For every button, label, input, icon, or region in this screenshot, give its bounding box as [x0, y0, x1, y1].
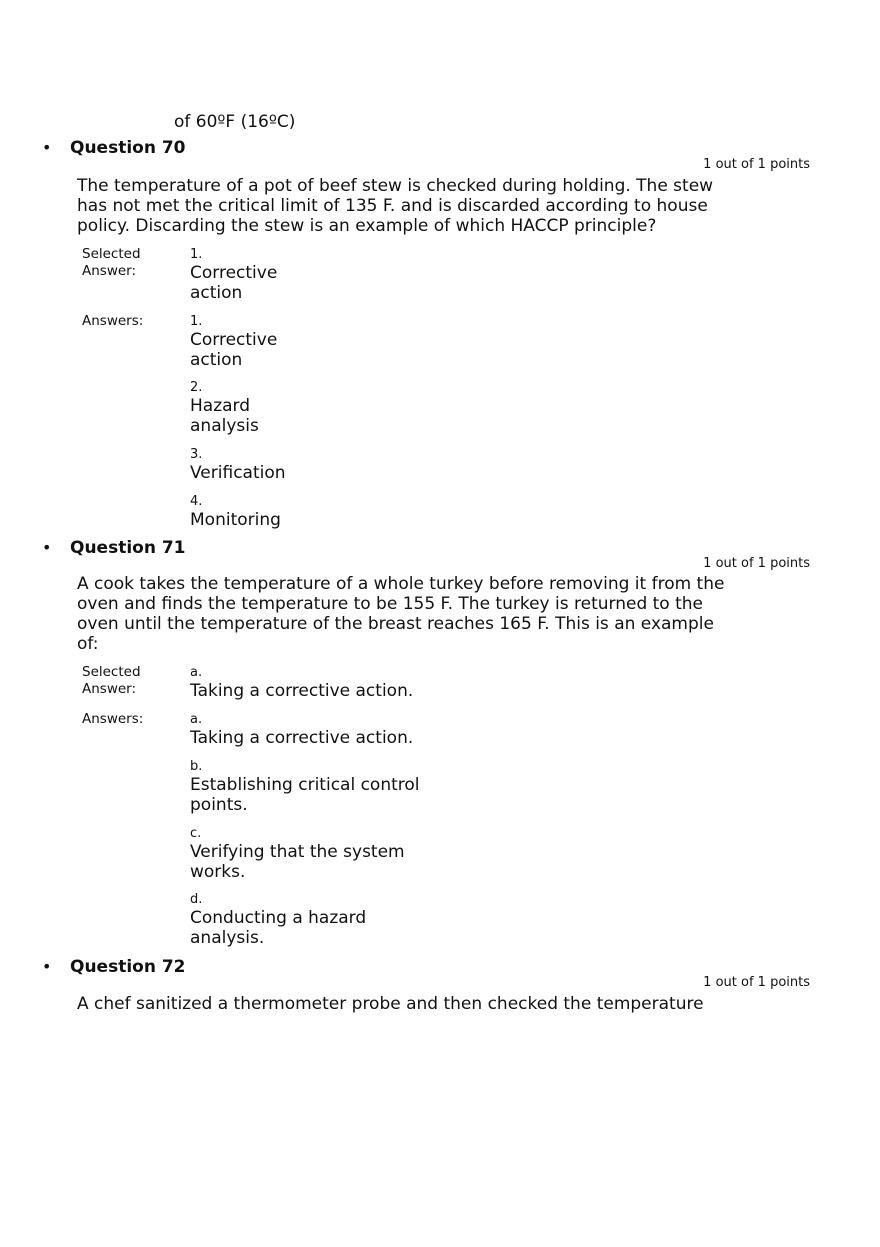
question-title: Question 72 — [70, 957, 186, 977]
answers-label: Answers: — [82, 313, 144, 329]
question-title: Question 71 — [70, 538, 186, 558]
answer-marker: 1. — [190, 314, 203, 329]
answer-option: Hazard analysis — [190, 396, 259, 436]
continued-answer-text: of 60ºF (16ºC) — [174, 112, 296, 132]
question-text: A cook takes the temperature of a whole turkey before removing it from the oven and finds the temperature to be 155 F. The turkey is returned to the oven until the temperature of the breast reaches 165 F. This is an example of: — [77, 574, 725, 654]
answer-marker: 3. — [190, 447, 203, 462]
question-points: 1 out of 1 points — [703, 556, 810, 571]
answer-option: Conducting a hazard analysis. — [190, 908, 367, 948]
question-title: Question 70 — [70, 138, 186, 158]
answer-marker: 4. — [190, 494, 203, 509]
selected-answer-label: Selected Answer: — [82, 664, 141, 697]
answer-marker: a. — [190, 712, 203, 727]
answer-option: Monitoring — [190, 510, 281, 530]
question-text: A chef sanitized a thermometer probe and then checked the temperature — [77, 994, 704, 1014]
question-text: The temperature of a pot of beef stew is checked during holding. The stew has not met the critical limit of 135 F. and is discarded according to house policy. Discarding the stew is an example of which HACCP principle? — [77, 176, 714, 236]
answer-option: Taking a corrective action. — [190, 728, 414, 748]
selected-answer-text: Taking a corrective action. — [190, 681, 414, 701]
bullet-icon: • — [42, 138, 52, 157]
answer-option: Establishing critical control points. — [190, 775, 420, 815]
answer-option: Verifying that the system works. — [190, 842, 405, 882]
selected-answer-label: Selected Answer: — [82, 246, 141, 279]
answer-marker: c. — [190, 826, 202, 841]
bullet-icon: • — [42, 957, 52, 976]
answer-option: Verification — [190, 463, 286, 483]
answers-label: Answers: — [82, 711, 144, 727]
question-points: 1 out of 1 points — [703, 975, 810, 990]
bullet-icon: • — [42, 538, 52, 557]
question-points: 1 out of 1 points — [703, 157, 810, 172]
selected-answer-text: Corrective action — [190, 263, 278, 303]
selected-answer-marker: a. — [190, 665, 203, 680]
answer-marker: b. — [190, 759, 203, 774]
answer-marker: d. — [190, 892, 203, 907]
answer-marker: 2. — [190, 380, 203, 395]
selected-answer-marker: 1. — [190, 247, 203, 262]
answer-option: Corrective action — [190, 330, 278, 370]
